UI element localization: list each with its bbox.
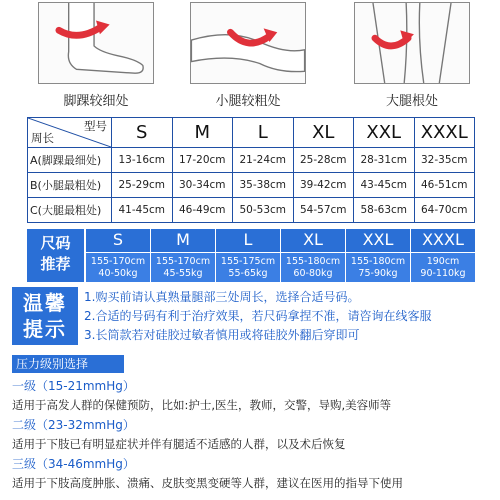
recommend-height: 155-180cm (285, 256, 341, 267)
pressure-level-3 (12, 455, 498, 493)
warm-tips-list (84, 288, 496, 345)
thigh-measure-icon (354, 2, 470, 84)
tip-item: 3.长筒款若对硅胶过敏者慎用或将硅胶外翻后穿即可 (84, 328, 360, 342)
recommend-weight: 90-110kg (420, 268, 466, 279)
size-header-xxxl: XXXL (414, 118, 475, 148)
tip-badge-line1: 温馨 (23, 291, 67, 315)
table-cell: 25-29cm (112, 173, 173, 198)
level-desc: 适用于下肢已有明显症状并伴有腿适不适感的人群，以及术后恢复 (12, 437, 346, 451)
illustration-caption-calf: 小腿较粗处 (215, 94, 281, 109)
table-cell: 32-35cm (414, 148, 475, 173)
recommend-height: 190cm (426, 256, 460, 267)
table-cell: 41-45cm (112, 198, 173, 223)
recommend-col-xl (280, 229, 345, 282)
table-corner-cell (28, 118, 112, 148)
tip-badge-line2: 提示 (23, 317, 67, 341)
level-title: 二级（23-32mmHg） (12, 418, 135, 432)
pressure-heading: 压力级别选择 (12, 355, 124, 373)
corner-circ-label: 周长 (31, 131, 54, 145)
ankle-measure-icon (38, 2, 154, 84)
pressure-level-1 (12, 377, 498, 415)
row-label-ankle: A(脚踝最细处) (28, 148, 112, 173)
table-cell: 58-63cm (354, 198, 415, 223)
table-cell: 50-53cm (233, 198, 294, 223)
table-row (28, 198, 475, 223)
recommend-size: XXXL (422, 230, 464, 249)
size-header-xxl: XXL (354, 118, 415, 148)
recommend-size: XL (303, 230, 323, 249)
recommend-col-l (215, 229, 280, 282)
size-header-s: S (112, 118, 173, 148)
recommend-size: L (243, 230, 253, 249)
size-header-m: M (172, 118, 233, 148)
corner-model-label: 型号 (84, 119, 107, 133)
table-cell: 46-49cm (172, 198, 233, 223)
table-cell: 54-57cm (293, 198, 354, 223)
warm-tip-badge (12, 287, 78, 345)
illustration-caption-thigh: 大腿根处 (385, 94, 438, 109)
recommend-col-m (150, 229, 215, 282)
table-cell: 25-28cm (293, 148, 354, 173)
table-cell: 39-42cm (293, 173, 354, 198)
measurement-illustrations (0, 0, 500, 112)
table-cell: 43-45cm (354, 173, 415, 198)
recommend-weight: 40-50kg (98, 268, 138, 279)
size-table-header (28, 118, 475, 148)
recommend-size: M (176, 230, 190, 249)
recommend-weight: 45-55kg (163, 268, 203, 279)
recommend-label (27, 229, 85, 282)
recommend-col-xxxl (410, 229, 475, 282)
table-cell: 64-70cm (414, 198, 475, 223)
level-title: 一级（15-21mmHg） (12, 379, 135, 393)
recommend-height: 155-175cm (220, 256, 276, 267)
table-cell: 35-38cm (233, 173, 294, 198)
recommend-weight: 60-80kg (293, 268, 333, 279)
size-header-xl: XL (293, 118, 354, 148)
table-cell: 30-34cm (172, 173, 233, 198)
recommend-label-line2: 推荐 (40, 255, 71, 273)
recommend-height: 155-180cm (350, 256, 406, 267)
recommend-size: XXL (362, 230, 394, 249)
calf-measure-icon (190, 2, 306, 84)
illustration-caption-ankle: 脚踝较细处 (63, 94, 129, 109)
table-cell: 21-24cm (233, 148, 294, 173)
table-cell: 17-20cm (172, 148, 233, 173)
recommend-col-s (85, 229, 150, 282)
pressure-level-2 (12, 416, 498, 454)
row-label-thigh: C(大腿最粗处) (28, 198, 112, 223)
recommend-weight: 55-65kg (228, 268, 268, 279)
recommend-size: S (112, 230, 124, 249)
level-desc: 适用于下肢高度肿胀、溃痛、皮肤变黑变硬等人群，建议在医用的指导下使用 (12, 476, 403, 490)
size-header-l: L (233, 118, 294, 148)
size-recommend-band (27, 229, 475, 282)
table-row (28, 148, 475, 173)
tip-item: 1.购买前请认真熟量腿部三处周长，选择合适号码。 (84, 290, 360, 304)
recommend-col-xxl (345, 229, 410, 282)
recommend-weight: 75-90kg (358, 268, 398, 279)
table-cell: 28-31cm (354, 148, 415, 173)
table-cell: 13-16cm (112, 148, 173, 173)
size-table (27, 117, 475, 223)
table-row (28, 173, 475, 198)
recommend-height: 155-170cm (155, 256, 211, 267)
recommend-height: 155-170cm (90, 256, 146, 267)
table-cell: 46-51cm (414, 173, 475, 198)
row-label-calf: B(小腿最粗处) (28, 173, 112, 198)
level-desc: 适用于高发人群的保健预防，比如:护士,医生，教师，交警，导购,美容师等 (12, 398, 392, 412)
tip-item: 2.合适的号码有利于治疗效果，若尺码拿捏不准，请咨询在线客服 (84, 309, 432, 323)
level-title: 三级（34-46mmHg） (12, 457, 135, 471)
recommend-label-line1: 尺码 (40, 234, 71, 252)
